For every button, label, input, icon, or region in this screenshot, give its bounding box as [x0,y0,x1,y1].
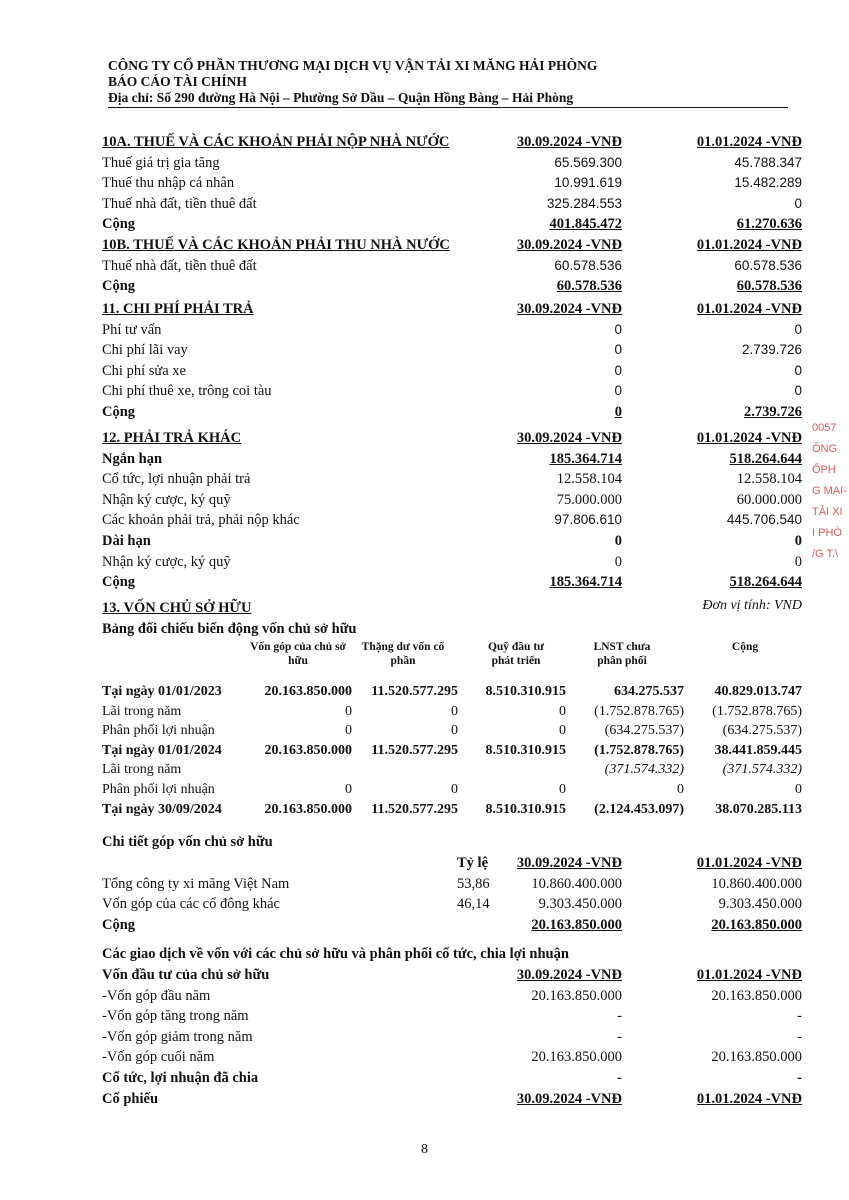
value-2: 45.788.347 [734,154,802,170]
row-label: -Vốn góp tăng trong năm [102,1008,249,1025]
value-1: 325.284.553 [546,195,622,211]
section-10b [102,237,802,299]
total-2: 2.739.726 [744,403,802,420]
total-label: Cộng [102,216,136,233]
value-1: 60.578.536 [554,257,622,273]
seal-text: I PHÒ [812,527,842,539]
col-header-1: 30.09.2024 -VNĐ [516,237,622,253]
row-label: Phí tư vấn [102,321,162,338]
long-term-2: 0 [794,532,802,549]
cell: 0 [345,723,352,739]
seal-text: ỔPH [812,464,836,476]
row-label: Vốn đầu tư của chủ sở hữu [102,967,270,983]
row-label: Tại ngày 01/01/2023 [102,684,222,699]
value-1: 0 [614,362,622,378]
total-label: Cộng [102,403,136,420]
cell: 11.520.577.295 [371,684,458,699]
value-2: 15.482.289 [734,175,802,191]
row-label: Phân phối lợi nhuận [102,781,215,797]
row-label: Nhận ký cược, ký quỹ [102,553,231,570]
row-label: Chi phí thuê xe, trông coi tàu [102,383,272,400]
ratio: 46,14 [457,896,490,913]
company-name: CÔNG TY CỔ PHẦN THƯƠNG MẠI DỊCH VỤ VẬN TẢI XI MĂNG HẢI PHÒNG [108,58,598,73]
total-label: Cộng [102,574,136,591]
value-2: 10.860.400.000 [711,875,802,892]
value-1: - [617,1008,622,1025]
row-label: Phân phối lợi nhuận [102,723,215,739]
company-address: Địa chỉ: Số 290 đường Hà Nội – Phường Sở Dầu – Quận Hồng Bàng – Hải Phòng [108,90,574,105]
value-2: 20.163.850.000 [711,987,802,1004]
seal-text: /G T.\ [812,548,839,560]
cell: 0 [345,703,352,719]
value-2: 0 [794,195,802,211]
col-head-dev-fund: Quỹ đầu tư phát triển [487,641,545,667]
cell: 20.163.850.000 [264,684,352,699]
value-1: 9.303.450.000 [538,896,622,913]
seal-text: TẢI XI [812,506,843,518]
row-label: Các khoản phải trả, phải nộp khác [102,512,300,529]
value-2: - [797,1069,802,1086]
value-2: 60.578.536 [734,257,802,273]
col-header-1: 30.09.2024 -VNĐ [516,967,622,983]
equity-table-title: Bảng đối chiếu biến động vốn chủ sở hữu [102,621,357,637]
col-header-2: 01.01.2024 -VNĐ [696,134,802,150]
value-2: - [797,1008,802,1025]
seal-text: G MẠI- [812,485,847,497]
cell: (2.124.453.097) [594,801,684,817]
cell: 634.275.537 [614,684,684,699]
col-header-1: 30.09.2024 -VNĐ [516,301,622,317]
row-label: Thuế giá trị gia tăng [102,154,220,171]
cell: 0 [559,703,566,719]
section-title: 11. CHI PHÍ PHẢI TRẢ [102,301,254,317]
equity-table [102,684,802,821]
value-1: 0 [614,383,622,399]
row-label: Lãi trong năm [102,703,182,719]
value-1: - [617,1028,622,1045]
row-label: Nhận ký cược, ký quỹ [102,491,231,508]
cell: 38.441.859.445 [714,742,802,758]
cell: 0 [559,723,566,739]
total-2: 61.270.636 [736,216,802,233]
section-12 [102,430,802,595]
value-1: 65.569.300 [554,154,622,170]
table-row [102,743,802,763]
row-label: -Vốn góp cuối năm [102,1049,215,1066]
total-2: 60.578.536 [736,278,802,295]
col-head-total: Cộng [731,641,759,653]
col-header-2: 01.01.2024 -VNĐ [696,1090,802,1107]
total-1: 0 [614,403,622,420]
table-row [102,782,802,802]
value-1: 0 [614,553,622,570]
cell: (1.752.878.765) [712,703,802,719]
long-term-label: Dài hạn [102,532,151,549]
cell: 40.829.013.747 [714,684,802,699]
row-label: Cổ tức, lợi nhuận phải trả [102,471,251,488]
col-header-1: 30.09.2024 -VNĐ [516,855,622,871]
ratio: 53,86 [457,875,490,892]
page-number: 8 [421,1142,428,1157]
row-label: Tại ngày 01/01/2024 [102,742,222,758]
table-row [102,723,802,743]
section-title: 10A. THUẾ VÀ CÁC KHOẢN PHẢI NỘP NHÀ NƯỚC [102,134,450,150]
cell: 0 [677,781,684,797]
cell: 8.510.310.915 [485,684,566,699]
long-term-1: 0 [614,532,622,549]
cell: (634.275.537) [722,723,802,739]
col-head-retained: LNST chưa phân phối [593,641,651,667]
row-label: Chi phí lãi vay [102,342,188,359]
detail-table [102,855,802,937]
unit-label: Đơn vị tính: VND [702,598,802,613]
cell: 20.163.850.000 [264,801,352,817]
row-label: -Vốn góp đầu năm [102,987,211,1004]
table-row [102,762,802,782]
short-term-label: Ngắn hạn [102,450,163,467]
col-header-2: 01.01.2024 -VNĐ [696,237,802,253]
row-label: Tại ngày 30/09/2024 [102,801,222,817]
cell: 8.510.310.915 [485,742,566,758]
value-1: 20.163.850.000 [531,1049,622,1066]
col-header-2: 01.01.2024 -VNĐ [696,855,802,871]
short-term-1: 185.364.714 [549,450,622,467]
col-head-share-premium: Thặng dư vốn cổ phần [361,641,445,667]
value-1: 20.163.850.000 [531,987,622,1004]
table-row [102,704,802,724]
cell: 0 [345,781,352,797]
cell: (371.574.332) [722,762,802,778]
total-label: Cộng [102,916,136,933]
col-head-owner-capital: Vốn góp của chủ sở hữu [250,641,346,667]
col-header-2: 01.01.2024 -VNĐ [696,301,802,317]
total-label: Cộng [102,278,136,295]
row-label: Lãi trong năm [102,762,182,778]
value-2: 9.303.450.000 [718,896,802,913]
row-label: -Vốn góp giảm trong năm [102,1028,253,1045]
section-11 [102,301,802,425]
value-1: 10.991.619 [554,175,622,191]
total-1: 185.364.714 [549,574,622,591]
row-label: Cổ phiếu [102,1090,159,1107]
transactions-title: Các giao dịch về vốn với các chủ sở hữu và phân phối cổ tức, chia lợi nhuận [102,946,569,962]
col-ratio: Tỷ lệ [457,855,489,871]
row-label: Vốn góp của các cổ đông khác [102,896,280,913]
seal-text: ÔNG [812,443,838,455]
value-1: 75.000.000 [556,491,622,508]
cell: (634.275.537) [604,723,684,739]
row-label: Thuế thu nhập cá nhân [102,175,235,192]
cell: (1.752.878.765) [594,703,684,719]
cell: 11.520.577.295 [371,801,458,817]
total-2: 518.264.644 [729,574,802,591]
value-2: - [797,1028,802,1045]
report-title: BÁO CÁO TÀI CHÍNH [108,74,247,89]
section-13-title: 13. VỐN CHỦ SỞ HỮU [102,600,252,616]
company-seal [812,418,849,578]
value-2: 445.706.540 [726,512,802,528]
cell: 11.520.577.295 [371,742,458,758]
cell: 0 [795,781,802,797]
col-header-2: 01.01.2024 -VNĐ [696,967,802,983]
row-label: Thuế nhà đất, tiền thuê đất [102,195,257,212]
cell: 20.163.850.000 [264,742,352,758]
cell: 8.510.310.915 [485,801,566,817]
cell: 0 [451,781,458,797]
value-2: 0 [794,553,802,570]
table-row [102,802,802,822]
col-header-1: 30.09.2024 -VNĐ [516,430,622,446]
row-label: Tổng công ty xi măng Việt Nam [102,875,290,892]
value-1: 97.806.610 [554,512,622,528]
value-2: 60.000.000 [736,491,802,508]
col-header-1: 30.09.2024 -VNĐ [516,1090,622,1107]
cell: 0 [559,781,566,797]
value-1: - [617,1069,622,1086]
total-1: 20.163.850.000 [531,916,622,933]
section-title: 10B. THUẾ VÀ CÁC KHOẢN PHẢI THU NHÀ NƯỚC [102,237,450,253]
value-2: 2.739.726 [741,342,802,358]
short-term-2: 518.264.644 [729,450,802,467]
value-1: 12.558.104 [556,471,622,488]
value-1: 0 [614,342,622,358]
value-2: 0 [794,383,802,399]
table-row [102,684,802,704]
col-header-1: 30.09.2024 -VNĐ [516,134,622,150]
row-label: Cổ tức, lợi nhuận đã chia [102,1069,259,1086]
cell: 0 [451,703,458,719]
detail-title: Chi tiết góp vốn chủ sở hữu [102,834,273,850]
header-rule [108,107,788,108]
value-2: 20.163.850.000 [711,1049,802,1066]
row-label: Chi phí sửa xe [102,362,186,379]
cell: (371.574.332) [604,762,684,778]
value-1: 0 [614,321,622,337]
value-2: 0 [794,321,802,337]
seal-text: 0057 [812,422,837,434]
transactions-table [102,967,802,1111]
row-label: Thuế nhà đất, tiền thuê đất [102,257,257,274]
total-1: 60.578.536 [556,278,622,295]
cell: 38.070.285.113 [715,801,802,817]
section-10a [102,134,802,237]
value-2: 0 [794,362,802,378]
col-header-2: 01.01.2024 -VNĐ [696,430,802,446]
section-title: 12. PHẢI TRẢ KHÁC [102,430,242,446]
value-1: 10.860.400.000 [531,875,622,892]
total-1: 401.845.472 [549,216,622,233]
cell: 0 [451,723,458,739]
value-2: 12.558.104 [736,471,802,488]
total-2: 20.163.850.000 [711,916,802,933]
cell: (1.752.878.765) [594,742,684,758]
